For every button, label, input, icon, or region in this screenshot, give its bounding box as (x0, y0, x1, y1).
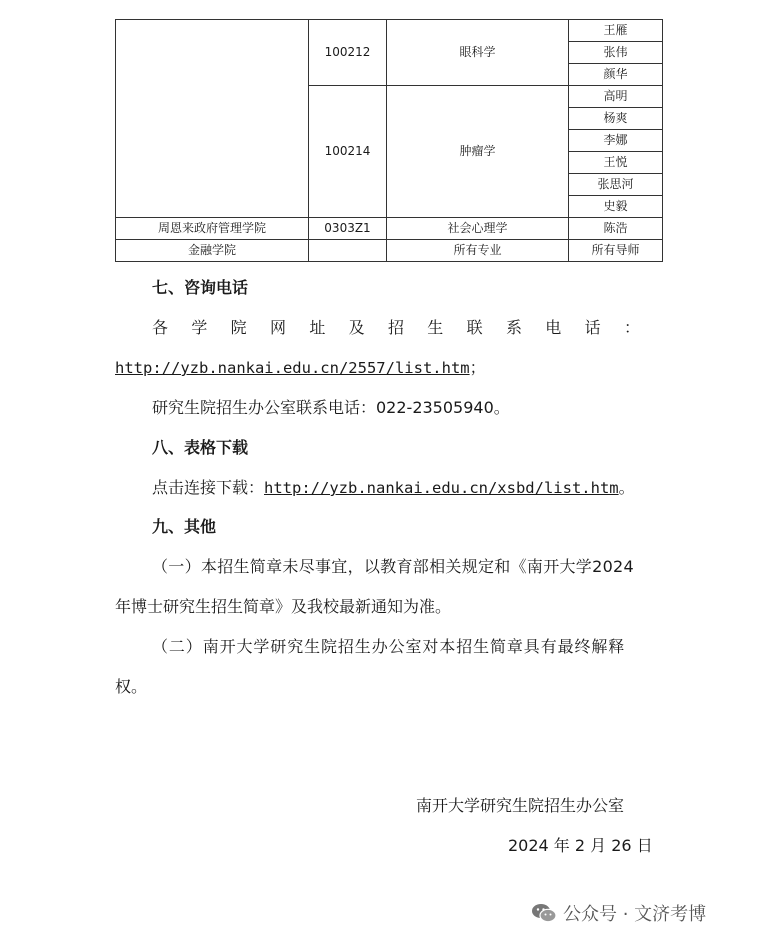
watermark (531, 900, 706, 926)
table-major-cell: 所有专业 (387, 240, 569, 262)
download-line (152, 477, 635, 499)
table-tutor-cell: 张思河 (569, 174, 663, 196)
section9-heading: 九、其他 (152, 517, 217, 536)
spread-char: 院 (230, 318, 247, 337)
phone-line: 研究生院招生办公室联系电话：022-23505940。 (152, 398, 510, 417)
table-row (116, 218, 663, 240)
table-tutor-cell: 杨爽 (569, 108, 663, 130)
spread-char: 及 (348, 318, 365, 337)
table-tutor-cell: 高明 (569, 86, 663, 108)
spread-char: 联 (466, 318, 483, 337)
other-p1-line2: 年博士研究生招生简章》及我校最新通知为准。 (115, 597, 452, 616)
spread-char: 系 (505, 318, 522, 337)
table-tutor-cell: 颜华 (569, 64, 663, 86)
spread-char: 址 (309, 318, 326, 337)
signature-office: 南开大学研究生院招生办公室 (416, 796, 625, 815)
table-college-cell: 金融学院 (116, 240, 309, 262)
signature-date: 2024 年 2 月 26 日 (508, 836, 653, 855)
spread-char: 网 (269, 318, 286, 337)
admissions-link[interactable]: http://yzb.nankai.edu.cn/2557/list.htm (115, 359, 470, 377)
spread-char: 各 (152, 318, 169, 337)
table-code-cell: 100214 (309, 86, 387, 218)
table-college-cell-empty (116, 20, 309, 218)
spread-char: ： (623, 318, 640, 337)
section7-url-line (115, 357, 486, 379)
other-p2-line2: 权。 (115, 677, 148, 696)
table-tutor-cell: 李娜 (569, 130, 663, 152)
url-suffix: ； (469, 358, 486, 377)
table-tutor-cell: 陈浩 (569, 218, 663, 240)
table-row (116, 240, 663, 262)
wechat-icon (531, 903, 557, 923)
enrollment-table (115, 19, 663, 262)
spread-char: 生 (427, 318, 444, 337)
download-link[interactable]: http://yzb.nankai.edu.cn/xsbd/list.htm (264, 479, 619, 497)
watermark-text: 公众号 · 文济考博 (563, 904, 707, 925)
table-tutor-cell: 王雁 (569, 20, 663, 42)
spread-char: 电 (545, 318, 562, 337)
table-tutor-cell: 史毅 (569, 196, 663, 218)
table-code-cell: 0303Z1 (309, 218, 387, 240)
spread-char: 话 (584, 318, 601, 337)
table-code-cell (309, 240, 387, 262)
table-tutor-cell: 张伟 (569, 42, 663, 64)
section8-heading: 八、表格下载 (152, 438, 249, 457)
download-suffix: 。 (618, 478, 635, 497)
section7-intro-line (152, 317, 640, 339)
other-p2-line1: （二）南开大学研究生院招生办公室对本招生简章具有最终解释 (152, 637, 626, 656)
table-tutor-cell: 所有导师 (569, 240, 663, 262)
table-tutor-cell: 王悦 (569, 152, 663, 174)
other-p1-line1: （一）本招生简章未尽事宜，以教育部相关规定和《南开大学2024 (152, 557, 635, 576)
spread-char: 学 (191, 318, 208, 337)
table-major-cell: 眼科学 (387, 20, 569, 86)
table-major-cell: 肿瘤学 (387, 86, 569, 218)
spread-char: 招 (387, 318, 404, 337)
table-college-cell: 周恩来政府管理学院 (116, 218, 309, 240)
download-prefix: 点击连接下载： (152, 478, 265, 497)
section7-heading: 七、咨询电话 (152, 278, 249, 297)
table-code-cell: 100212 (309, 20, 387, 86)
table-major-cell: 社会心理学 (387, 218, 569, 240)
